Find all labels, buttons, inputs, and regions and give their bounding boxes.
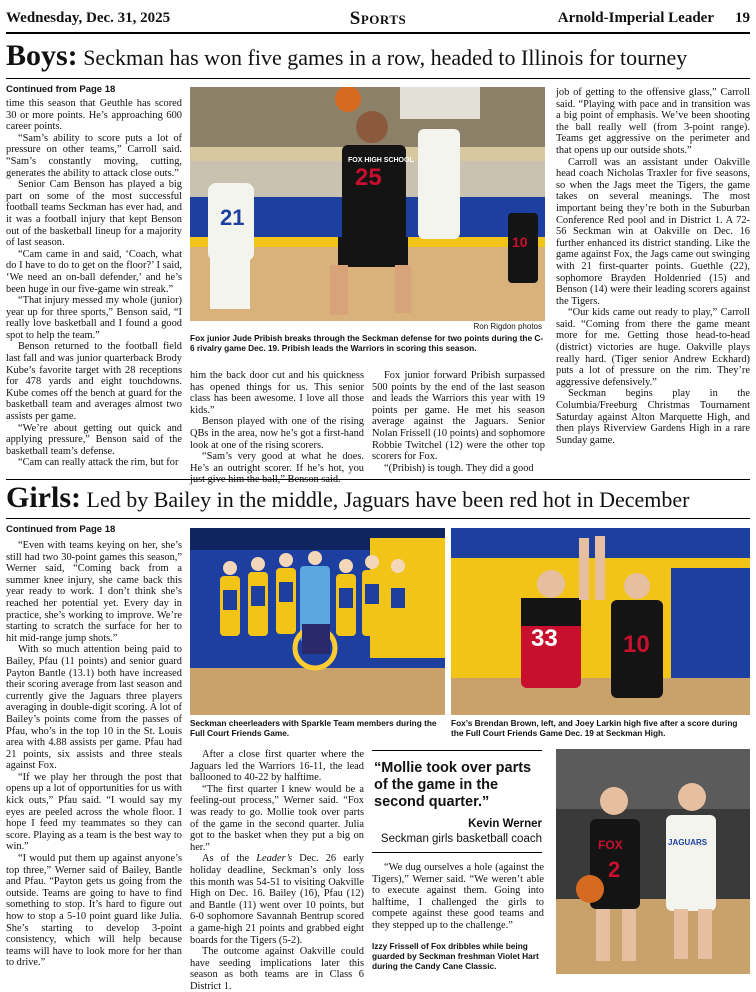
paragraph: “Even with teams keying on her, she’s still had two 30-point games this season,” Werner said, “Coming back from a summer knee injury, she came back this year ready to work. I don’t think she’s reached her potential yet. Every day in practice, she’s working to improve. We’re starting to scratch the surface for her to hit mid-range jump shots.” [6, 540, 182, 644]
jersey-text-fox: FOX [598, 838, 623, 852]
paragraph: “We dug ourselves a hole (against the Tigers),” Werner said. “We weren’t able to execute against them. Going into halftime, I challenged the girls to compete against these good teams and they stepped up to the challenge.” [372, 862, 544, 931]
boys-rule [6, 78, 750, 79]
boys-headline [6, 39, 688, 72]
pull-quote-title: Seckman girls basketball coach [380, 833, 542, 845]
paragraph: him the back door cut and his quickness has opened things for us. This senior class has been awesome. I love all those kids.” [190, 370, 364, 416]
page-number: 19 [735, 10, 750, 26]
paragraph: “Cam can really attack the rim, but for [18, 457, 179, 469]
paragraph: Senior Cam Benson has played a big part on some of the most successful football teams Seckman has ever had, and it was a football injury that kept Benson out of the basketball lineup for a majority of last season. [6, 179, 182, 249]
section-divider [6, 479, 750, 480]
paragraph: As of the Leader’s Dec. 26 early holiday deadline, Seckman’s only loss this month was 54-51 to visiting Oakville High on Dec. 16. Bailey (16), Pfau (12) and Bantle (11) went over 10 points, but 6-0 sophomore Savannah Bentrup scored a game-high 21 points and grabbed eight boards for the Tigers (5-2). [190, 853, 364, 946]
boys-kicker: Boys: [6, 39, 78, 72]
boys-continued: Continued from Page 18 [6, 84, 116, 95]
boys-headline-text: Seckman has won five games in a row, headed to Illinois for tourney [83, 45, 688, 70]
boys-column-2 [190, 370, 364, 486]
paragraph: Carroll was an assistant under Oakville head coach Nicholas Traxler for five seasons, so when the Jags meet the Tigers, the game takes on several meanings. The most important being they’re both in the Suburban Conference Red pool and in District 1. A 72-56 Seckman win at Oakville on Dec. 16 further enhanced its district standing. Like the game against Fox, the Jags came out swinging with 21 first-quarter points. Guethle (22), sophomore Brayden Holdenried (15) and Benson (14) were their leading scorers against the Tigers. [556, 156, 750, 307]
paragraph: Benson played with one of the rising QBs in the area, now he’s got a first-hand look at one of the rising scorers. [190, 416, 364, 451]
girls-column-3 [372, 862, 544, 932]
girls-headline [6, 481, 690, 514]
paragraph: job of getting to the offensive glass,” Carroll said. “Playing with pace and in transition was a big point of emphasis. We’ve been shooting the ball really well (from 3-point range). Teams get aggressive on the perimeter and that opens up our outside shots.” [556, 87, 750, 156]
newspaper-name: Arnold-Imperial Leader [557, 10, 714, 26]
jersey-number-10: 10 [512, 234, 528, 250]
paragraph: Seckman begins play in the Columbia/Freeburg Christmas Tournament Saturday against Alton Marquette High, and then plays Riverview Gardens High in a rare Sunday game. [556, 388, 750, 446]
paragraph: “That injury messed my whole (junior) year up for three sports,” Benson said, “I really love basketball and I found a good spot to help the team.” [6, 295, 182, 341]
paragraph: “Sam’s very good at what he does. He’s an outright scorer. If he’s hot, you just give him the ball,” Benson said. [190, 451, 364, 486]
girls-continued: Continued from Page 18 [6, 524, 116, 535]
dribble-caption: Izzy Frissell of Fox dribbles while being guarded by Seckman freshman Violet Hart during the Candy Cane Classic. [372, 941, 539, 971]
girls-kicker: Girls: [6, 481, 81, 514]
paragraph: “(Pribish) is tough. They did a good [384, 462, 534, 474]
paragraph: “The first quarter I knew would be a feeling-out process,” Werner said. “Fox was ready to go. Mollie took over parts of the game in the second quarter. Julia got to the basket when they put a big on her.” [190, 783, 364, 853]
photo-credit: Ron Rigdon photos [473, 322, 542, 331]
paragraph: Benson returned to the football field last fall and was junior quarterback Brody Kube’s favorite target with 28 receptions for 478 yards and eight touchdowns. Kube comes off the bench at guard for the basketball team and averages almost two assists per game. [6, 341, 182, 423]
high-five-photo [451, 528, 750, 715]
boys-column-3 [372, 370, 545, 474]
paragraph: The outcome against Oakville could have seeding implications later this season as both teams are in Class 6 District 1. [190, 946, 364, 992]
paragraph: With so much attention being paid to Bailey, Pfau (11 points) and senior guard Payton Bantle (13.1) both have increased their scoring average from last season and currently give the Jaguars three players averaging in double-digit scoring. A lot of Bailey’s points come from the passes of Pfau, who’s in the top 10 in the St. Louis area with 4.88 assists per game. Pfau had 21 points, six assists and three steals against Fox. [6, 644, 182, 772]
girls-column-1 [6, 540, 182, 969]
girls-headline-text: Led by Bailey in the middle, Jaguars have been red hot in December [86, 487, 690, 512]
jersey-text: FOX HIGH SCHOOL [348, 157, 414, 164]
page-header [6, 6, 750, 34]
paragraph: time this season that Geuthle has scored 30 or more points. He’s approaching 600 career points. [6, 98, 182, 133]
girls-rule [6, 518, 750, 519]
newspaper-name-italic: Leader’s [256, 853, 293, 865]
pull-quote: “Mollie took over parts of the game in the second quarter.” [374, 760, 532, 810]
paragraph: “Cam came in and said, ‘Coach, what do I have to do to get on the floor?’ I said, ‘We need an on-ball defender,’ and he’s been huge in our five-game win streak.” [6, 248, 182, 295]
paragraph: “If we play her through the post that opens up a lot of opportunities for us with kick outs,” Pfau said. “I would say my eyes are peeled across the whole floor. I hope I feed my teammates so they can score. Playing as a team is the best way to win.” [6, 771, 182, 853]
girls-dribble-photo [556, 749, 750, 974]
high-five-caption: Fox’s Brendan Brown, left, and Joey Larkin high five after a score during the Full Court Friends Game Dec. 19 at Seckman High. [451, 718, 738, 738]
paragraph: “Sam’s ability to score puts a lot of pressure on other teams,” Carroll said. “Sam’s constantly moving, cutting, generates the ability to attack close outs.” [6, 132, 182, 179]
jersey-number-21: 21 [220, 205, 245, 230]
jersey-number-2: 2 [608, 857, 621, 882]
section-title: Sports [349, 8, 407, 29]
jersey-number-10: 10 [623, 631, 650, 658]
paragraph: After a close first quarter where the Jaguars led the Warriors 16-11, the lead ballooned to 40-22 by halftime. [190, 749, 364, 784]
jersey-number-33: 33 [531, 625, 558, 652]
pull-quote-name: Kevin Werner [468, 818, 542, 830]
pullquote-rule-top [372, 750, 542, 751]
issue-date: Wednesday, Dec. 31, 2025 [6, 10, 171, 26]
paragraph: “Our kids came out ready to play,” Carroll said. “Coming from there the game meant more for me. Getting those head-to-head (district) victories are huge. Oakville plays really hard. (Tiger senior Andrew Eckhard) puts a lot of pressure on the rim. They’re aggressive defensively.” [556, 307, 750, 388]
cheer-caption: Seckman cheerleaders with Sparkle Team members during the Full Court Friends Game. [190, 718, 437, 738]
paragraph: “We’re about getting out quick and applying pressure,” Benson said of the basketball team’s defense. [6, 422, 182, 457]
boys-column-4 [556, 87, 750, 446]
cheerleaders-photo [190, 528, 445, 715]
girls-column-2 [190, 749, 364, 992]
jersey-text-jaguars: JAGUARS [668, 838, 708, 847]
pullquote-rule-bottom [372, 852, 542, 853]
boys-column-1 [6, 98, 182, 469]
boys-basketball-photo [190, 87, 545, 321]
paragraph: Fox junior forward Pribish surpassed 500 points by the end of the last season and leads the Warriors this year with 19 points per game. He met his season average against the Jaguars. Senior Nolan Frissell (10 points) and sophomore Robbie Twitchel (12) were the other top scorers for Fox. [372, 370, 545, 463]
paragraph: “I would put them up against anyone’s top three,” Werner said of Bailey, Bantle and Pfau. “Payton gets us going from the outside. Teams are going to have to find something to stop. It’s hard to figure out how to stop a 5-10 point guard like Julia. She’s starting to develop 3-point consistency, which will help because teams will have to look more for her than to drive.” [6, 853, 182, 969]
jersey-number-25: 25 [355, 164, 382, 191]
boys-photo-caption: Fox junior Jude Pribish breaks through the Seckman defense for two points during the C-6 rivalry game Dec. 19. Pribish leads the Warriors in scoring this season. [190, 333, 544, 353]
